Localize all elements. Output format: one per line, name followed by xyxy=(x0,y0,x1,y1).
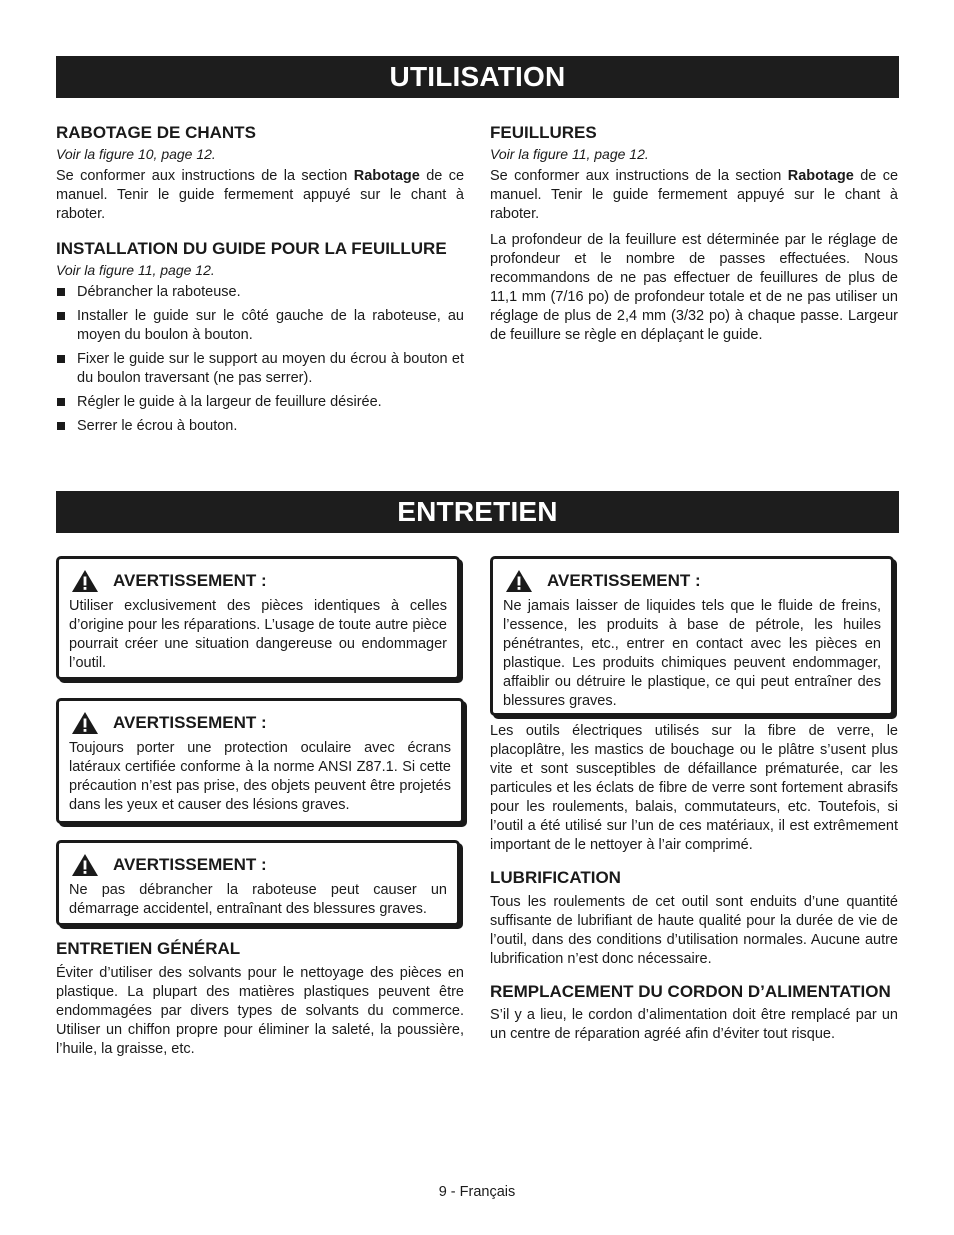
figure-reference: Voir la figure 10, page 12. xyxy=(56,146,216,162)
page-footer: 9 - Français xyxy=(438,1184,516,1200)
heading-feuillures: FEUILLURES xyxy=(490,123,597,142)
list-item: Serrer le écrou à bouton. xyxy=(56,417,464,436)
heading-entretien-general: ENTRETIEN GÉNÉRAL xyxy=(56,939,241,958)
bullet-square-icon xyxy=(57,312,65,320)
warning-triangle-icon xyxy=(505,569,533,593)
heading-lubrification: LUBRIFICATION xyxy=(490,868,621,887)
list-item: Régler le guide à la largeur de feuillure désirée. xyxy=(56,393,464,412)
bullet-square-icon xyxy=(57,288,65,296)
warning-box xyxy=(490,556,894,716)
warning-box xyxy=(56,556,460,680)
section-banner-entretien: ENTRETIEN xyxy=(56,491,899,533)
warning-title: AVERTISSEMENT : xyxy=(113,713,267,732)
paragraph-cordon: S’il y a lieu, le cordon d’alimentation doit être remplacé par un un centre de réparation agréé afin d’éviter tout risque. xyxy=(490,1007,898,1042)
list-item: Installer le guide sur le côté gauche de la raboteuse, au moyen du boulon à bouton. xyxy=(56,307,464,345)
figure-reference: Voir la figure 11, page 12. xyxy=(56,262,215,278)
warning-title: AVERTISSEMENT : xyxy=(113,571,267,590)
warning-title: AVERTISSEMENT : xyxy=(113,855,267,874)
warning-triangle-icon xyxy=(71,569,99,593)
heading-cordon: REMPLACEMENT DU CORDON D’ALIMENTATION xyxy=(490,982,891,1001)
figure-reference: Voir la figure 11, page 12. xyxy=(490,146,649,162)
warning-text: Ne jamais laisser de liquides tels que le fluide de freins, l’essence, les produits à base de pétrole, les huiles pénétrantes, etc., entrer en contact avec les pièces en plastique. Les produits chimiques peuvent endommager, affaiblir ou détruire le plastique, ce qui peut entraîner des blessures graves. xyxy=(503,598,881,709)
paragraph-entretien-general: Éviter d’utiliser des solvants pour le nettoyage des pièces en plastique. La plupart des matières plastiques peuvent être endommagées par divers types de solvants du commerce. Utiliser un chiffon propre pour éliminer la saleté, la poussière, l’huile, la graisse, etc. xyxy=(56,965,464,1057)
warning-text: Toujours porter une protection oculaire avec écrans latéraux certifiée conforme à la norme ANSI Z87.1. Si cette précaution n’est pas prise, des objets peuvent être projetés dans les yeux et causer des lésions graves. xyxy=(69,740,451,813)
warning-triangle-icon xyxy=(71,711,99,735)
left-column-entretien xyxy=(56,938,464,1066)
section-banner-utilisation: UTILISATION xyxy=(56,56,899,98)
paragraph-lubrification: Tous les roulements de cet outil sont enduits d’une quantité suffisante de lubrifiant de haute qualité pour la durée de vie de l’outil, dans des conditions d’utilisation normales. Aucune autre lubrification n’est donc nécessaire. xyxy=(490,894,898,967)
bullet-square-icon xyxy=(57,398,65,406)
paragraph-outils: Les outils électriques utilisés sur la fibre de verre, le placoplâtre, les mastics de bouchage ou le plâtre s’usent plus vite et sont susceptibles de défaillance prématurée, car les particules et les éclats de fibre de verre sont fortement abrasifs pour les roulements, balais, commutateurs, etc. Toutefois, si l’outil a été utilisé sur l’un de ces matériaux, il est extrêmement important de le nettoyer à l’air comprimé. xyxy=(490,723,898,853)
paragraph-feuillures: Se conformer aux instructions de la section Rabotage de ce manuel. Tenir le guide fermement appuyé sur le chant à raboter. xyxy=(490,168,899,222)
installation-steps xyxy=(56,283,464,436)
heading-rabotage: RABOTAGE DE CHANTS xyxy=(56,123,256,142)
right-column-entretien xyxy=(490,722,898,1051)
left-column-utilisation xyxy=(56,122,464,441)
paragraph-rabotage: Se conformer aux instructions de la section Rabotage de ce manuel. Tenir le guide fermement appuyé sur le chant à raboter. xyxy=(56,168,465,222)
warning-text: Ne pas débrancher la raboteuse peut causer un démarrage accidentel, entraînant des blessures graves. xyxy=(69,882,447,917)
warning-triangle-icon xyxy=(71,853,99,877)
warning-title: AVERTISSEMENT : xyxy=(547,571,701,590)
right-column-utilisation xyxy=(490,122,898,352)
paragraph-feuillures-profondeur: La profondeur de la feuillure est déterminée par le réglage de profondeur et le nombre de passes effectuées. Nous recommandons de ne pas effectuer de feuillures de plus de 11,1 mm (7/16 po) de profondeur totale et de ne pas utiliser un réglage de plus de 2,4 mm (3/32 po) à chaque passe. Largeur de feuillure se règle en déplaçant le guide. xyxy=(490,232,898,343)
bullet-square-icon xyxy=(57,422,65,430)
warning-box xyxy=(56,698,464,824)
heading-installation: INSTALLATION DU GUIDE POUR LA FEUILLURE xyxy=(56,239,447,258)
warning-text: Utiliser exclusivement des pièces identiques à celles d’origine pour les réparations. L’usage de toute autre pièce pourrait créer une situation dangereuse ou endommager l’outil. xyxy=(69,598,447,671)
list-item: Débrancher la raboteuse. xyxy=(56,283,464,302)
bullet-square-icon xyxy=(57,355,65,363)
warning-box xyxy=(56,840,460,926)
list-item: Fixer le guide sur le support au moyen du écrou à bouton et du boulon traversant (ne pas serrer). xyxy=(56,350,464,388)
